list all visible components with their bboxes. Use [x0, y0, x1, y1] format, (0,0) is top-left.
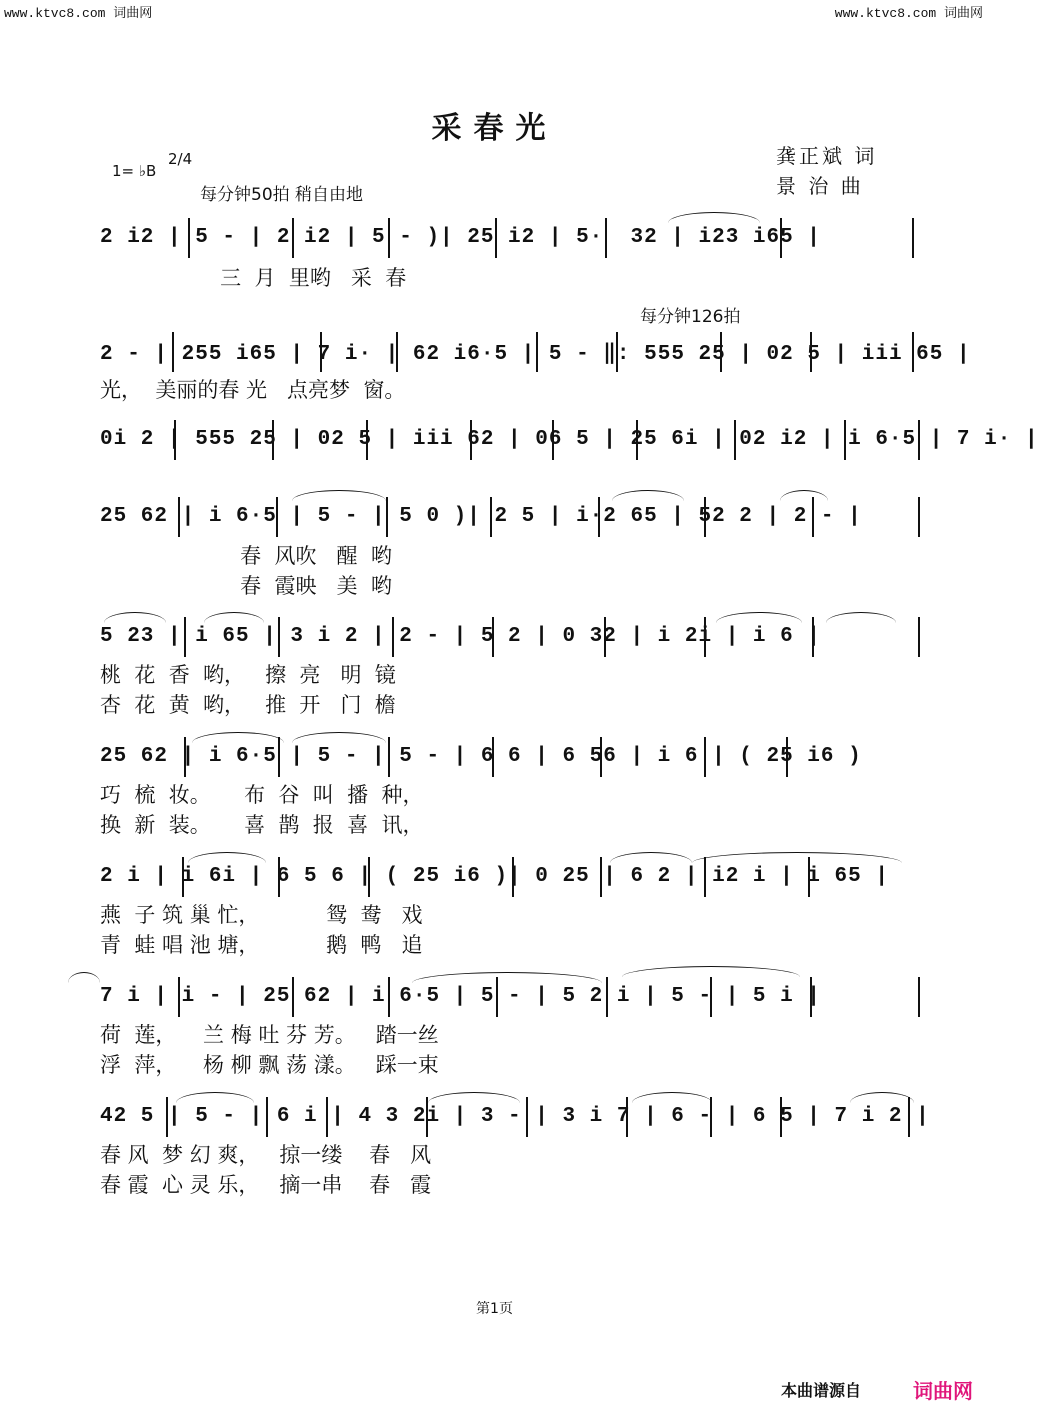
lyrics-line-4b: 春 霞映 美 哟	[100, 574, 392, 598]
page-number: 第1页	[476, 1301, 513, 1317]
composer-credit: 景 治 曲	[776, 174, 864, 198]
tie-slur	[826, 612, 896, 623]
tie-slur	[780, 490, 828, 501]
tie-slur	[632, 1092, 712, 1103]
lyrics-line-9a: 春 风 梦 幻 爽， 掠一缕 春 风	[100, 1143, 432, 1167]
time-signature	[168, 150, 192, 169]
lyrics-line-5b: 杏 花 黄 哟， 推 开 门 檐	[100, 693, 396, 717]
tie-slur	[428, 1092, 520, 1103]
time-signature-text: 2/4	[168, 150, 193, 168]
notation-line-4: 25 62 | i 6·5 | 5 - | 5 0 )| 2 5 | i·2 65 | 52 2 | 2 - |	[100, 505, 862, 528]
tie-slur	[610, 852, 692, 863]
tie-slur	[204, 612, 264, 623]
tie-slur	[176, 1092, 254, 1103]
site-watermark-left: www.ktvc8.com 词曲网	[4, 6, 153, 21]
tie-slur	[692, 852, 902, 863]
lyrics-line-8b: 浮 萍， 杨 柳 飘 荡 漾。 踩一束	[100, 1053, 439, 1077]
lyrics-line-5a: 桃 花 香 哟， 擦 亮 明 镜	[100, 663, 396, 687]
site-watermark-right: www.ktvc8.com 词曲网	[834, 6, 983, 21]
tie-slur	[292, 490, 386, 501]
lyrics-line-8a: 荷 莲， 兰 梅 吐 芬 芳。 踏一丝	[100, 1023, 439, 1047]
tie-slur	[192, 732, 284, 743]
tie-slur	[668, 212, 760, 223]
tie-slur	[716, 612, 802, 623]
tie-slur	[850, 1092, 914, 1103]
notation-line-8: 7 i | i - | 25 62 | i 6·5 | 5 - | 5 2 i | 5 - | 5 i |	[100, 985, 821, 1008]
notation-line-7: 2 i | i 6i | 6 5 6 | ( 25 i6 )| 0 25 | 6 2 | i2 i | i 65 |	[100, 865, 889, 888]
tie-slur	[292, 732, 386, 743]
tie-slur	[412, 972, 602, 983]
brand-logo: 词曲网	[913, 1379, 973, 1403]
tie-slur	[612, 490, 684, 501]
notation-line-1: 2 i2 | 5 - | 2 i2 | 5 - )| 25 i2 | 5· 32 | i23 i65 |	[100, 226, 821, 249]
lyrics-line-4a: 春 风吹 醒 哟	[100, 544, 392, 568]
lyrics-line-9b: 春 霞 心 灵 乐， 摘一串 春 霞	[100, 1173, 432, 1197]
tie-slur	[622, 966, 800, 977]
tempo-main: 每分钟126拍	[640, 307, 741, 327]
notation-line-6: 25 62 | i 6·5 | 5 - | 5 - | 6 6 | 6 56 | i 6 | ( 25 i6 )	[100, 745, 862, 768]
tempo-intro: 每分钟50拍 稍自由地	[200, 185, 364, 205]
notation-line-9: 42 5 | 5 - | 6 i | 4 3 2i | 3 - | 3 i 7 | 6 - | 6 5 | 7 i 2 |	[100, 1105, 930, 1128]
lyrics-line-7b: 青 蛙 唱 池 塘， 鹅 鸭 追	[100, 933, 423, 957]
lyricist-credit: 龚正斌 词	[776, 144, 878, 168]
source-label: 本曲谱源自	[780, 1381, 861, 1400]
tie-slur	[188, 852, 266, 863]
lyrics-line-6b: 换 新 装。 喜 鹊 报 喜 讯，	[100, 813, 424, 837]
lyrics-line-1: 三 月 里哟 采 春	[100, 266, 407, 290]
notation-line-5: 5 23 | i 65 | 3 i 2 | 2 - | 5 2 | 0 32 | i 2i | i 6 |	[100, 625, 821, 648]
tie-slur	[104, 612, 166, 623]
tie-slur	[68, 972, 100, 983]
notation-line-2: 2 - | 255 i65 | 7 i· | 62 i6·5 | 5 - ‖: 555 25 | 02 5 | iii 65 |	[100, 343, 971, 366]
lyrics-line-2: 光， 美丽的春 光 点亮梦 窗。	[100, 378, 406, 402]
lyrics-line-7a: 燕 子 筑 巢 忙， 鸳 鸯 戏	[100, 903, 423, 927]
key-signature: 1= ♭B	[112, 162, 157, 180]
lyrics-line-6a: 巧 梳 妆。 布 谷 叫 播 种，	[100, 783, 424, 807]
notation-line-3: 0i 2 | 555 25 | 02 5 | iii 62 | 06 5 | 25 6i | 02 i2 | i 6·5 | 7 i· |	[100, 428, 1039, 451]
song-title: 采春光	[431, 111, 558, 146]
